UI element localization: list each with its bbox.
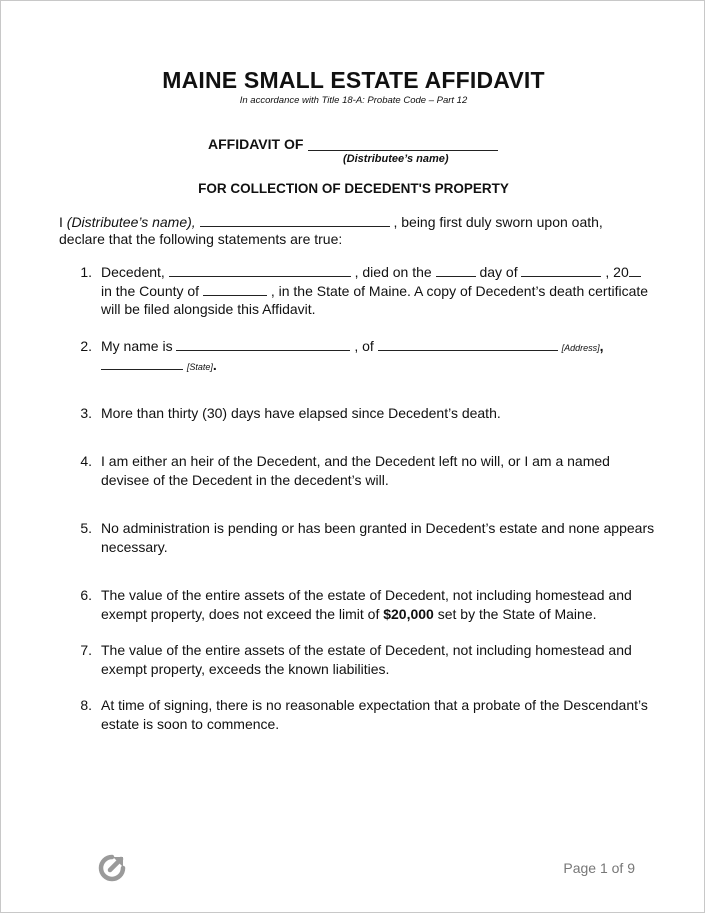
item-4-line-2: devisee of the Decedent in the decedent’s will. bbox=[101, 472, 389, 488]
item-4-line-1: I am either an heir of the Decedent, and the Decedent left no will, or I am a named bbox=[101, 453, 610, 469]
decedent-name-blank[interactable] bbox=[169, 263, 351, 277]
death-month-blank[interactable] bbox=[521, 263, 601, 277]
state-caption: [State] bbox=[186, 362, 213, 372]
item-2-number: 2. bbox=[80, 338, 92, 354]
item-8-number: 8. bbox=[80, 697, 92, 713]
item-2-line-2 bbox=[101, 356, 217, 377]
item-7-number: 7. bbox=[80, 642, 92, 658]
item-5-line-1: No administration is pending or has been granted in Decedent’s estate and none appears bbox=[101, 520, 655, 536]
address-caption: [Address] bbox=[561, 343, 600, 353]
item-5-line-2: necessary. bbox=[101, 539, 168, 555]
affidavit-of-label: AFFIDAVIT OF bbox=[208, 136, 304, 152]
document-subtitle: In accordance with Title 18-A: Probate Code – Part 12 bbox=[239, 95, 468, 106]
item-8-line-1: At time of signing, there is no reasonable expectation that a probate of the Descendant’s bbox=[101, 697, 648, 713]
distributee-name-caption: (Distributee’s name) bbox=[343, 153, 449, 165]
item-1-line-2 bbox=[101, 282, 648, 301]
intro-line-2: declare that the following statements are true: bbox=[59, 231, 343, 247]
item-2-of-label: , of bbox=[350, 338, 374, 354]
item-1-died-label: , died on the bbox=[350, 264, 432, 280]
item-1-year-label: , 20 bbox=[601, 264, 629, 280]
item-1-day-of-label: day of bbox=[479, 264, 518, 280]
death-year-blank[interactable] bbox=[629, 263, 641, 277]
item-1-state-text: , in the State of Maine. A copy of Decedent’s death certificate bbox=[266, 283, 649, 299]
item-6-line-2 bbox=[101, 605, 597, 624]
item-2-line-1 bbox=[101, 337, 604, 358]
item-1-line-1 bbox=[101, 263, 641, 282]
item-5-number: 5. bbox=[80, 520, 92, 536]
item-2-comma: , bbox=[599, 338, 604, 354]
item-1-county-label: in the County of bbox=[101, 283, 200, 299]
item-7-line-2: exempt property, exceeds the known liabilities. bbox=[101, 661, 390, 677]
item-3-number: 3. bbox=[80, 405, 92, 421]
document-title: MAINE SMALL ESTATE AFFIDAVIT bbox=[162, 67, 545, 93]
item-6-line-2-start: exempt property, does not exceed the limit of bbox=[101, 606, 384, 622]
distributee-name-blank[interactable] bbox=[308, 150, 498, 151]
intro-name-blank[interactable] bbox=[200, 213, 390, 227]
section-heading: FOR COLLECTION OF DECEDENT'S PROPERTY bbox=[198, 181, 509, 196]
item-6-line-1: The value of the entire assets of the estate of Decedent, not including homestead and bbox=[101, 587, 632, 603]
item-1-decedent-label: Decedent, bbox=[101, 264, 165, 280]
address-blank[interactable] bbox=[378, 337, 558, 351]
item-8-line-2: estate is soon to commence. bbox=[101, 716, 280, 732]
item-6-limit-amount: $20,000 bbox=[383, 606, 434, 622]
item-1-number: 1. bbox=[80, 264, 92, 280]
my-name-blank[interactable] bbox=[176, 337, 350, 351]
item-4-number: 4. bbox=[80, 453, 92, 469]
intro-name-placeholder: (Distributee’s name), bbox=[66, 214, 196, 230]
county-blank[interactable] bbox=[203, 282, 267, 296]
page-number: Page 1 of 9 bbox=[563, 860, 635, 876]
item-6-number: 6. bbox=[80, 587, 92, 603]
share-arrow-icon bbox=[97, 853, 127, 883]
item-2-period: . bbox=[212, 357, 217, 373]
item-7-line-1: The value of the entire assets of the estate of Decedent, not including homestead and bbox=[101, 642, 632, 658]
item-1-line-3: will be filed alongside this Affidavit. bbox=[101, 301, 316, 317]
death-day-blank[interactable] bbox=[436, 263, 476, 277]
state-blank[interactable] bbox=[101, 356, 183, 370]
item-6-line-2-end: set by the State of Maine. bbox=[433, 606, 597, 622]
item-3-line-1: More than thirty (30) days have elapsed since Decedent’s death. bbox=[101, 405, 501, 421]
intro-after-blank: , being first duly sworn upon oath, bbox=[389, 214, 603, 230]
item-2-my-name-label: My name is bbox=[101, 338, 173, 354]
intro-prefix: I bbox=[59, 214, 67, 230]
